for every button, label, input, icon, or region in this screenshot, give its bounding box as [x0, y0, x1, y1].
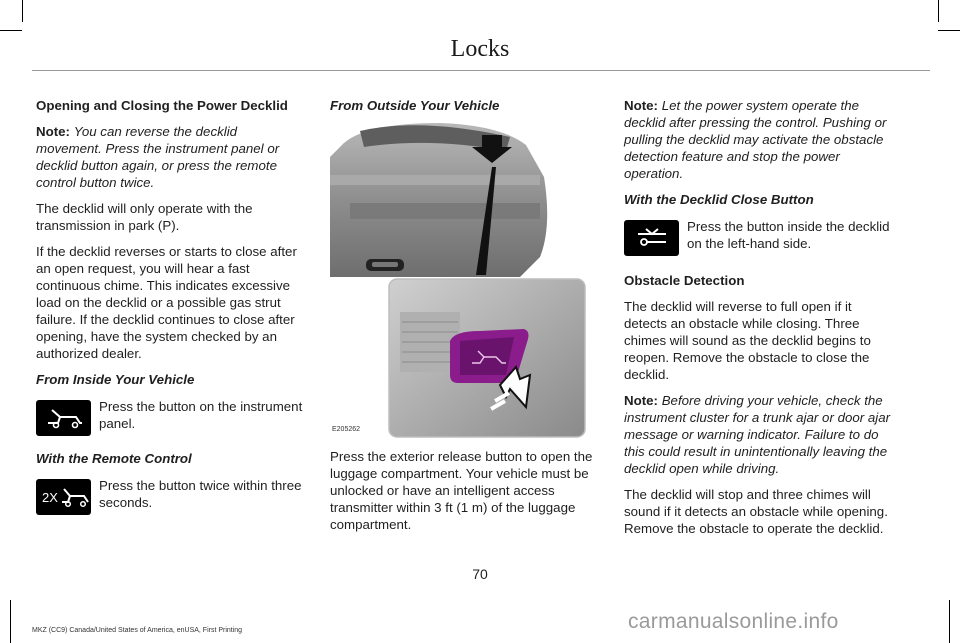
column-middle-text [330, 448, 602, 542]
instruction-text: Press the button inside the decklid on the left-hand side. [687, 219, 890, 251]
note-text: Before driving your vehicle, check the instrument cluster for a trunk ajar or door ajar message or warning indicator. Failure to do this could result in unintentionally leaving the decklid open while driving. [624, 393, 891, 476]
watermark: carmanualsonline.info [628, 610, 839, 633]
page-title: Locks [450, 36, 510, 62]
instruction-text: Press the button twice within three seconds. [99, 478, 302, 510]
remote-2x-trunk-icon [36, 479, 91, 515]
crop-mark [949, 600, 950, 643]
crop-mark [10, 600, 11, 643]
crop-mark [938, 30, 960, 31]
note-label: Note: [36, 124, 70, 139]
decklid-release-figure [330, 117, 592, 440]
crop-mark [938, 0, 939, 22]
paragraph: The decklid will stop and three chimes will sound if it detects an obstacle while opening. Remove the obstacle to operate the decklid. [624, 487, 888, 536]
crop-mark [0, 30, 22, 31]
footer-text: MKZ (CC9) Canada/United States of America, enUSA, First Printing [32, 627, 243, 634]
instruction-remote [36, 477, 306, 515]
note [36, 123, 306, 191]
subheading-inside: From Inside Your Vehicle [36, 372, 195, 387]
subheading-remote: With the Remote Control [36, 451, 192, 466]
note-label: Note: [624, 393, 658, 408]
subheading-close: With the Decklid Close Button [624, 192, 814, 207]
instruction-close [624, 218, 896, 256]
decklid-close-icon [624, 220, 679, 256]
instruction-text: Press the button on the instrument panel. [99, 399, 303, 431]
note [624, 392, 896, 477]
remote-icon-label: 2X [42, 489, 58, 505]
paragraph: If the decklid reverses or starts to close after an open request, you will hear a fast continuous chime. This indicates excessive load on the decklid or a possible gas strut failure. If the decklid continues to close after opening, have the system checked by an authorized dealer. [36, 244, 297, 361]
paragraph: The decklid will only operate with the transmission in park (P). [36, 201, 253, 233]
page-number: 70 [472, 566, 488, 582]
header-divider [32, 70, 930, 71]
note [624, 97, 896, 182]
note-text: Let the power system operate the decklid after pressing the control. Pushing or pulling the decklid may activate the obstacle detection feature and stop the power operation. [624, 98, 887, 181]
section-heading: Opening and Closing the Power Decklid [36, 98, 288, 113]
column-right [624, 97, 896, 546]
subheading-outside: From Outside Your Vehicle [330, 98, 500, 113]
section-heading: Obstacle Detection [624, 273, 745, 288]
paragraph: Press the exterior release button to open the luggage compartment. Your vehicle must be unlocked or have an intelligent access transmitter within 3 ft (1 m) of the luggage compartment. [330, 449, 593, 532]
trunk-open-icon [36, 400, 91, 436]
note-label: Note: [624, 98, 658, 113]
figure-id: E205262 [332, 426, 361, 433]
crop-mark [22, 0, 23, 22]
instruction-inside [36, 398, 306, 436]
note-text: You can reverse the decklid movement. Press the instrument panel or decklid button again, or press the remote control button twice. [36, 124, 280, 190]
column-left [36, 97, 306, 529]
paragraph: The decklid will reverse to full open if it detects an obstacle while closing. Three chimes will sound as the decklid begins to reopen. Remove the obstacle to close the decklid. [624, 299, 871, 382]
